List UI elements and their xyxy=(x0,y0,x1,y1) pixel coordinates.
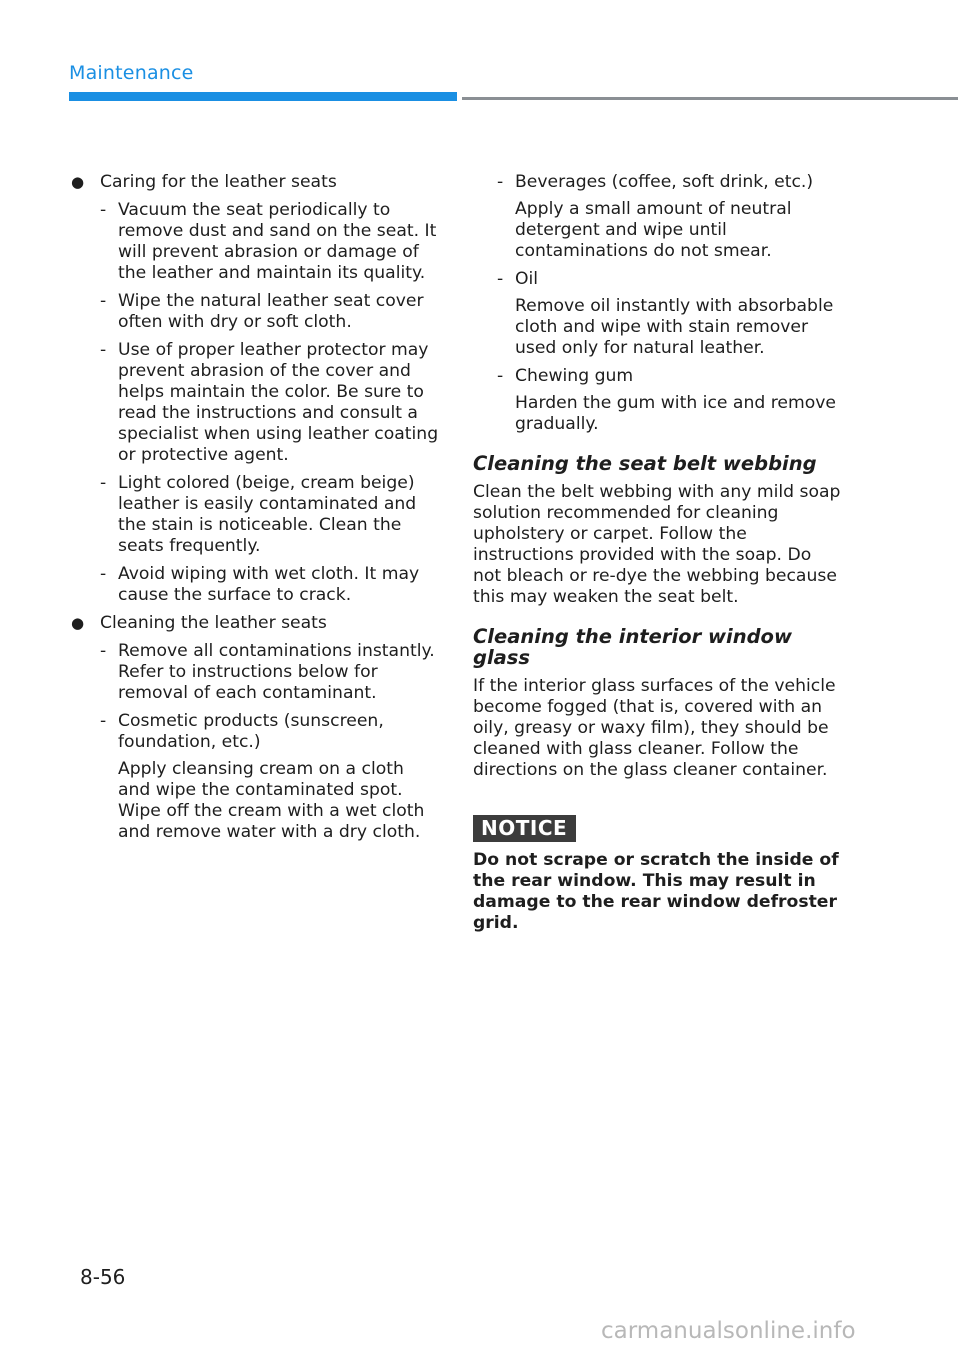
paragraph-seat-belt: Clean the belt webbing with any mild soap solution recommended for cleaning upholstery or carpet. Follow the instructions provided with the soap. Do not bleach or re-dye the webbing because this may weaken the seat belt. xyxy=(473,482,841,607)
list-item-text: Vacuum the seat periodically to remove dust and sand on the seat. It will prevent abrasion or damage of the leather and maintain its quality. xyxy=(118,200,437,283)
list-item-text: Chewing gum xyxy=(515,366,634,386)
dash-icon: - xyxy=(100,291,107,311)
list-item xyxy=(100,711,441,843)
bullet-icon: ● xyxy=(71,173,85,191)
list-item xyxy=(100,200,441,284)
right-column xyxy=(473,172,843,934)
left-column xyxy=(71,172,441,850)
dash-icon: - xyxy=(497,366,504,386)
list-item xyxy=(497,172,843,262)
dash-icon: - xyxy=(497,172,504,192)
bullet-label: Caring for the leather seats xyxy=(100,172,337,192)
bullet-cleaning-leather xyxy=(71,613,441,634)
list-item-text: Remove all contaminations instantly. Refer to instructions below for removal of each contaminant. xyxy=(118,641,435,703)
dash-icon: - xyxy=(100,473,107,493)
bullet-label: Cleaning the leather seats xyxy=(100,613,327,633)
heading-seat-belt: Cleaning the seat belt webbing xyxy=(473,452,817,475)
list-item xyxy=(100,564,441,606)
list-item-text: Beverages (coffee, soft drink, etc.) xyxy=(515,172,814,192)
dash-icon: - xyxy=(100,564,107,584)
dash-icon: - xyxy=(497,269,504,289)
list-item xyxy=(100,340,441,466)
list-item-detail: Apply a small amount of neutral detergent and wipe until contaminations do not smear. xyxy=(515,199,792,261)
list-item-text: Oil xyxy=(515,269,539,289)
bullet-icon: ● xyxy=(71,614,85,632)
list-item-detail: Remove oil instantly with absorbable cloth and wipe with stain remover used only for natural leather. xyxy=(515,296,834,358)
notice-text: Do not scrape or scratch the inside of the rear window. This may result in damage to the rear window defroster grid. xyxy=(473,850,839,933)
list-item xyxy=(100,291,441,333)
dash-icon: - xyxy=(100,711,107,731)
bullet-caring-leather xyxy=(71,172,441,193)
watermark: carmanualsonline.info xyxy=(601,1318,856,1344)
header-accent-rule xyxy=(69,92,457,101)
list-item xyxy=(100,641,441,704)
notice-label: NOTICE xyxy=(473,815,576,842)
list-item xyxy=(100,473,441,557)
dash-icon: - xyxy=(100,641,107,661)
list-item-detail: Apply cleansing cream on a cloth and wipe the contaminated spot. Wipe off the cream with a wet cloth and remove water with a dry cloth. xyxy=(118,759,425,842)
list-item-text: Avoid wiping with wet cloth. It may cause the surface to crack. xyxy=(118,564,420,605)
list-item-text: Cosmetic products (sunscreen, foundation, etc.) xyxy=(118,711,384,752)
list-item xyxy=(497,366,843,435)
dash-icon: - xyxy=(100,200,107,220)
list-item xyxy=(497,269,843,359)
list-item-detail: Harden the gum with ice and remove gradually. xyxy=(515,393,836,434)
header-divider-rule xyxy=(462,97,958,100)
paragraph-window-glass: If the interior glass surfaces of the vehicle become fogged (that is, covered with an oily, greasy or waxy film), they should be cleaned with glass cleaner. Follow the directions on the glass cleaner container. xyxy=(473,676,836,780)
list-item-text: Use of proper leather protector may prevent abrasion of the cover and helps maintain the color. Be sure to read the instructions and consult a specialist when using leather coating or protective agent. xyxy=(118,340,439,465)
heading-window-glass: Cleaning the interior window glass xyxy=(473,625,792,669)
section-title: Maintenance xyxy=(69,62,194,84)
list-item-text: Light colored (beige, cream beige) leather is easily contaminated and the stain is noticeable. Clean the seats frequently. xyxy=(118,473,417,556)
dash-icon: - xyxy=(100,340,107,360)
page-number: 8-56 xyxy=(80,1265,126,1289)
list-item-text: Wipe the natural leather seat cover often with dry or soft cloth. xyxy=(118,291,424,332)
